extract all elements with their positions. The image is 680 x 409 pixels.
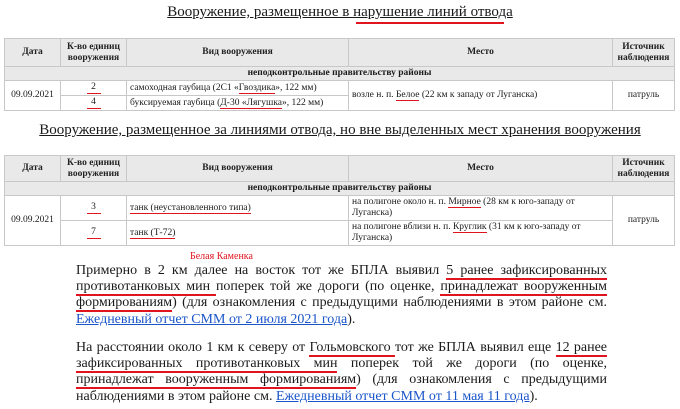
section2-title: Вооружение, размещенное за линиями отвода, но вне выделенных мест хранения вооружения (39, 122, 641, 138)
source-cell: патруль (613, 196, 675, 246)
header-date: Дата (5, 156, 61, 182)
weapons-outside-storage-table (4, 155, 675, 246)
header-count: К-во единиц вооружения (61, 39, 127, 67)
subheader: неподконтрольные правительству районы (5, 182, 675, 196)
date-cell: 09.09.2021 (5, 81, 61, 111)
header-place: Место (349, 156, 613, 182)
weapons-violation-table (4, 38, 675, 111)
count-cell: 4 (61, 96, 127, 111)
header-type: Вид вооружения (127, 39, 349, 67)
type-cell: танк (Т-72) (127, 221, 349, 246)
table-row (5, 221, 675, 246)
place-cell: на полигоне около н. п. Мирное (28 км к юго-западу от Луганска) (349, 196, 613, 221)
report-link-july-2[interactable]: Ежедневный отчет СММ от 2 июля 2021 года (76, 311, 348, 327)
header-source: Источник наблюдения (613, 156, 675, 182)
type-cell: танк (неустановленного типа) (127, 196, 349, 221)
subheader: неподконтрольные правительству районы (5, 67, 675, 81)
count-cell: 3 (61, 196, 127, 221)
report-paragraph-1: Примерно в 2 км далее на восток тот же БПЛА выявил 5 ранее зафиксированных противотанковых мин поперек той же дороги (по оценке, принадлежат вооруженным формированиям) (для ознакомления с предыдущими наблюдениями в этом районе см. Ежедневный отчет СММ от 2 июля 2021 года). (76, 263, 607, 327)
count-cell: 2 (61, 81, 127, 96)
table-row (5, 81, 675, 96)
type-cell: буксируемая гаубица (Д-30 «Лягушка», 122 мм) (127, 96, 349, 111)
header-source: Источник наблюдения (613, 39, 675, 67)
handwritten-note: Белая Каменка (190, 251, 253, 262)
source-cell: патруль (613, 81, 675, 111)
section1-title: Вооружение, размещенное в нарушение линий отвода (167, 4, 513, 20)
count-cell: 7 (61, 221, 127, 246)
date-cell: 09.09.2021 (5, 196, 61, 246)
header-type: Вид вооружения (127, 156, 349, 182)
report-paragraph-2: На расстоянии около 1 км к северу от Гольмовского тот же БПЛА выявил еще 12 ранее зафиксированных противотанковых мин поперек той же дороги (по оценке, принадлежат вооруженным формированиям) (для ознакомления с предыдущими наблюдениями в этом районе см. Ежедневный отчет СММ от 11 мая 11 года). (76, 340, 608, 404)
report-link-may-11[interactable]: Ежедневный отчет СММ от 11 мая 11 года (275, 388, 530, 404)
header-date: Дата (5, 39, 61, 67)
type-cell: самоходная гаубица (2С1 «Гвоздика», 122 мм) (127, 81, 349, 96)
table-row (5, 196, 675, 221)
header-count: К-во единиц вооружения (61, 156, 127, 182)
header-place: Место (349, 39, 613, 67)
place-cell: возле н. п. Белое (22 км к западу от Луганска) (349, 81, 613, 111)
place-cell: на полигоне вблизи н. п. Круглик (31 км к юго-западу от Луганска) (349, 221, 613, 246)
red-underline-mark (356, 22, 504, 24)
